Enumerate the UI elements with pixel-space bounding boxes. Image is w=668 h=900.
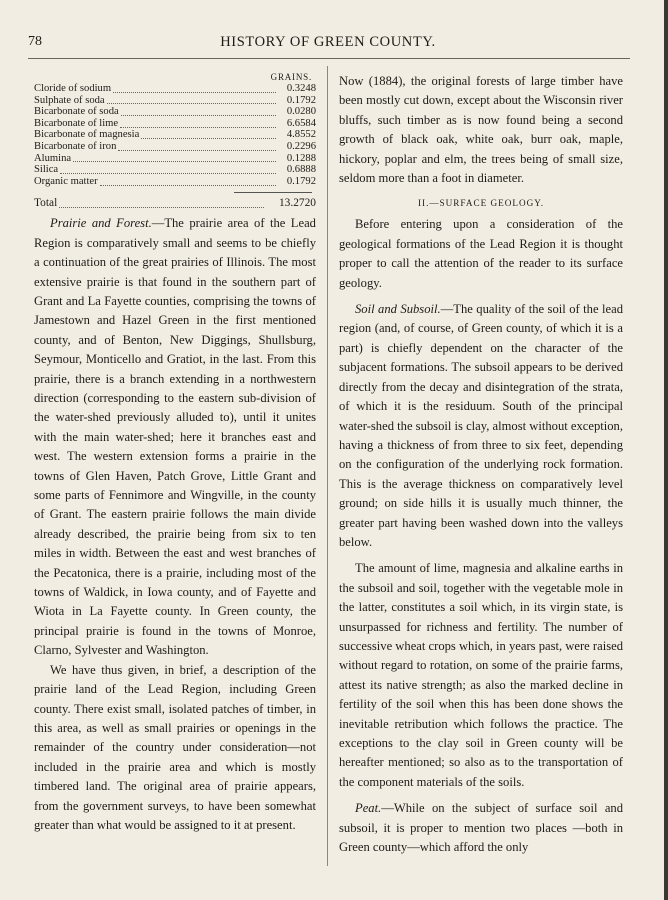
row-value: 0.1792 <box>286 94 316 106</box>
header-rule <box>28 58 630 59</box>
paragraph-peat <box>339 799 623 857</box>
row-name: Cloride of sodium <box>34 83 112 94</box>
table-row <box>34 153 316 165</box>
table-row <box>34 118 316 130</box>
paragraph-prairie-summary: We have thus given, in brief, a description of the prairie land of the Lead Region, including Green county. There exist small, isolated patches of timber, in this area, as well as small prairies or openings in the remainder of the country under consideration—not included in the prairie area and which is mostly timbered land. The original area of prairie appears, from the government surveys, to have been somewhat greater than what would be assigned to it at present. <box>34 662 316 832</box>
row-name: Bicarbonate of iron <box>34 140 117 152</box>
table-row <box>34 95 316 107</box>
total-value: 13.2720 <box>278 197 316 210</box>
row-value: 0.1792 <box>286 175 316 187</box>
leader-dots <box>73 154 276 162</box>
paragraph-soil-subsoil <box>339 300 623 552</box>
paragraph-text: —While on the subject of surface soil and subsoil, it is proper to mention two places —both in Green county—which afford the only <box>339 801 623 855</box>
paragraph-text: —The quality of the soil of the lead region (and, of course, of Green county, of which it is a part) is chiefly dependent on the character of the subjacent formations. The subsoil appears to be derived directly from the decay and disintegration of the strata, of which it is the residuum. South of the principal water-shed the subsoil is clay, almost without exception, having a thickness of from three to six feet, depending on the configuration of the underlying rock formation. This is the average thickness on comparatively level ground; on side hills it is usually much thinner, the greater part having been washed down into the valleys below. <box>339 302 623 549</box>
paragraph-geology-intro: Before entering upon a consideration of the geological formations of the Lead Region it is thought proper to call the attention of the reader to its surface geology. <box>339 217 623 290</box>
row-name: Bicarbonate of lime <box>34 117 119 129</box>
paragraph-text: —The prairie area of the Lead Region is comparatively small and seems to be chiefly a continuation of the great prairies of Illinois. The most extensive prairie is that found in the southern part of Grant and La Fayette counties, comprising the towns of Jamestown and Hazel Green in the first mentioned county, and of Benton, New Diggings, Shullsburg, Seymour, Monticello and Gratiot, in the last. From this prairie, there is a branch extending in a northwestern direction (corresponding to the eastern sub-division of the water-shed previously alluded to), until it unites with the main water-shed; here it branches east and west. The western extension forms a prairie in the towns of Glen Haven, Patch Grove, Little Grant and some parts of Fennimore and Wingville, in the county of Grant. The eastern prairie follows the main divide already described, the prairie being from six to ten miles in width. Between the east and west branches of the Pecatonica, there is a prairie, including most of the towns of Waldick, in Iowa county, and of Fayette and Wiota in La Fayette county. In Green county, the principal prairie is found in the towns of Monroe, Clarno, Sylvester and Washington. <box>34 216 316 658</box>
table-row <box>34 83 316 95</box>
row-value: 0.3248 <box>286 83 316 94</box>
paragraph-lime-magnesia: The amount of lime, magnesia and alkaline earths in the subsoil and soil, together with the vegetable mole in the latter, constitutes a soil which, in its virgin state, is unsurpassed for richness and fertility. The number of successive wheat crops which, in years past, were raised without regard to rotation, on some of the prairie farms, attest its native strength; as also the marked decline in fertility of the soil when this has been done shows the inevitable retribution which follows the practice. The exceptions to the clay soil in Green county will be hereafter mentioned; so also as to the transportation of the component materials of the soils. <box>339 561 623 789</box>
row-value: 4.8552 <box>286 129 316 141</box>
page-edge-shadow <box>664 0 668 900</box>
right-column <box>339 72 623 857</box>
row-name: Bicarbonate of magnesia <box>34 129 140 141</box>
paragraph-forests-continued: Now (1884), the original forests of large timber have been mostly cut down, except about the Wisconsin river bluffs, such timber as is now found being a second growth of black oak, white oak, burr oak, maple, hickory, poplar and elm, the trees being of small size, seldom more than a foot in diameter. <box>339 74 623 186</box>
leader-dots <box>121 108 276 116</box>
mineral-analysis-table <box>34 72 316 210</box>
leader-dots <box>141 131 276 139</box>
table-row <box>34 129 316 141</box>
row-name: Organic matter <box>34 175 98 187</box>
row-name: Bicarbonate of soda <box>34 106 119 118</box>
section-heading: II.—SURFACE GEOLOGY. <box>417 198 545 209</box>
table-unit-header: GRAINS. <box>270 72 312 82</box>
table-row <box>34 176 316 188</box>
table-row <box>34 164 316 176</box>
leader-dots <box>113 85 276 93</box>
row-name: Alumina <box>34 152 72 164</box>
table-row <box>34 141 316 153</box>
paragraph-heading: Soil and Subsoil. <box>355 302 441 317</box>
running-title: HISTORY OF GREEN COUNTY. <box>220 34 436 50</box>
paragraph-heading: Peat. <box>355 801 382 816</box>
left-column <box>34 72 316 835</box>
column-divider <box>327 66 328 866</box>
leader-dots <box>100 178 276 186</box>
row-value: 0.0280 <box>286 106 316 118</box>
total-label: Total <box>34 197 58 210</box>
leader-dots <box>60 166 276 174</box>
leader-dots <box>59 200 264 208</box>
table-total-row <box>34 197 316 210</box>
paragraph-prairie-forest <box>34 214 316 660</box>
leader-dots <box>107 96 276 104</box>
leader-dots <box>120 120 276 128</box>
total-rule <box>234 192 312 193</box>
paragraph-heading: Prairie and Forest. <box>50 216 152 231</box>
leader-dots <box>118 143 276 151</box>
row-value: 0.2296 <box>286 140 316 152</box>
page-number: 78 <box>28 34 42 49</box>
page-header <box>28 34 628 54</box>
row-value: 0.1288 <box>286 152 316 164</box>
row-value: 0.6888 <box>286 164 316 176</box>
row-name: Sulphate of soda <box>34 94 105 106</box>
table-row <box>34 106 316 118</box>
row-name: Silica <box>34 164 59 176</box>
row-value: 6.6584 <box>286 117 316 129</box>
